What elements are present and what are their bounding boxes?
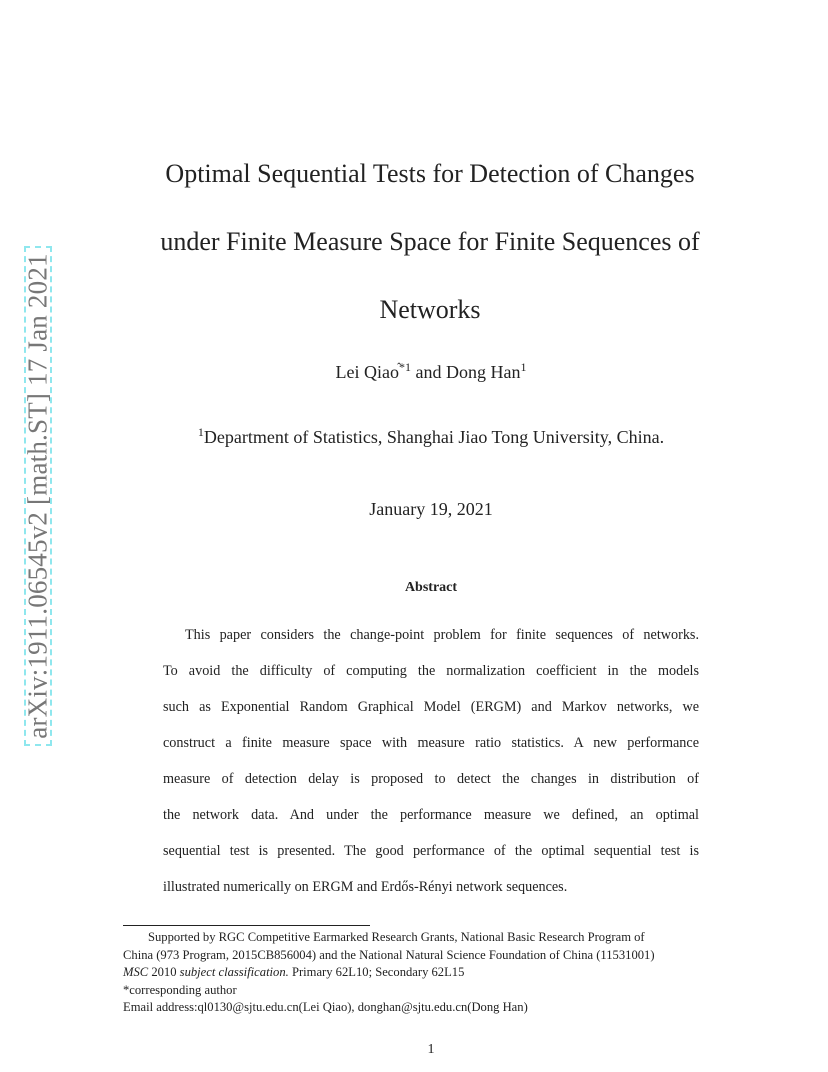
author-name: Lei Qiao: [335, 362, 399, 382]
msc-label: subject classification.: [179, 965, 289, 979]
footnote-support-line: China (973 Program, 2015CB856004) and the National Natural Science Foundation of China (11531001): [123, 947, 655, 962]
author-superscript: 1: [520, 360, 527, 374]
footnote-corresponding: *corresponding author: [123, 982, 237, 997]
author-list: [0, 360, 828, 383]
msc-prefix: MSC: [123, 965, 149, 979]
footnote-email[interactable]: Email address:ql0130@sjtu.edu.cn(Lei Qiao), donghan@sjtu.edu.cn(Dong Han): [123, 1000, 528, 1014]
author-superscript: ̂*1: [398, 360, 411, 374]
abstract-heading: Abstract: [404, 580, 458, 595]
affiliation-superscript: 1: [197, 425, 204, 439]
abstract-line: the network data. And under the performance measure we defined, an optimal: [163, 807, 699, 823]
msc-codes: Primary 62L10; Secondary 62L15: [288, 965, 465, 979]
paper-title: [140, 140, 720, 344]
abstract-line: This paper considers the change-point problem for finite sequences of networks.: [185, 627, 699, 643]
footnote-rule: [123, 925, 370, 926]
footnote-support-line: Supported by RGC Competitive Earmarked Research Grants, National Basic Research Program of: [148, 930, 645, 944]
abstract-line: construct a finite measure space with measure ratio statistics. A new performance: [163, 735, 699, 751]
affiliation: [0, 425, 828, 448]
author-name: Dong Han: [445, 362, 521, 382]
arxiv-identifier[interactable]: arXiv:1911.06545v2 [math.ST] 17 Jan 2021: [22, 253, 53, 739]
msc-year: 2010: [148, 965, 180, 979]
abstract-line: measure of detection delay is proposed to detect the changes in distribution of: [163, 771, 699, 787]
footnotes: [123, 929, 743, 1017]
title-line: Optimal Sequential Tests for Detection of Changes: [165, 159, 695, 188]
abstract-body: [163, 623, 699, 911]
abstract-line: such as Exponential Random Graphical Model (ERGM) and Markov networks, we: [163, 699, 699, 715]
title-line: under Finite Measure Space for Finite Sequences of: [160, 227, 700, 256]
title-line: Networks: [379, 295, 481, 324]
abstract-line: sequential test is presented. The good performance of the optimal sequential test is: [163, 843, 699, 859]
affiliation-text: Department of Statistics, Shanghai Jiao Tong University, China.: [203, 427, 665, 447]
author-connector: and: [410, 362, 446, 382]
publication-date: January 19, 2021: [369, 499, 493, 519]
abstract-line: To avoid the difficulty of computing the normalization coefficient in the models: [163, 663, 699, 679]
footnote-msc: [123, 964, 743, 982]
abstract-line: illustrated numerically on ERGM and Erdős-Rényi network sequences.: [163, 879, 568, 895]
page-number: 1: [427, 1042, 435, 1057]
